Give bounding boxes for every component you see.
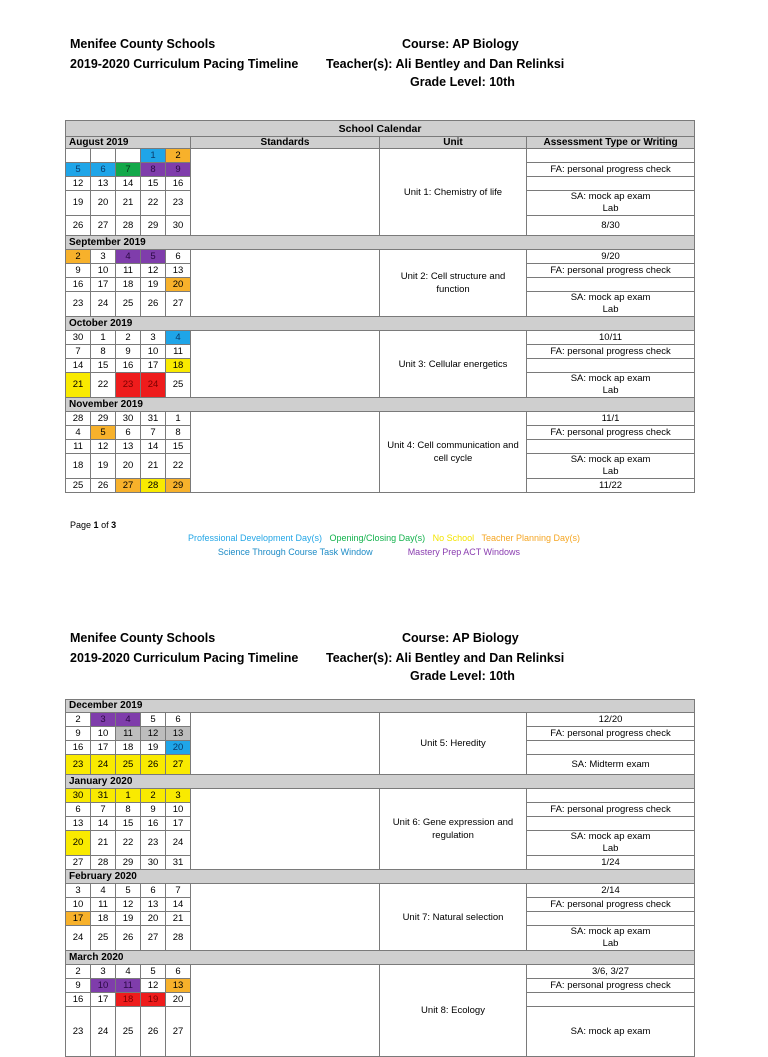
day-cell: 26 (141, 1007, 166, 1057)
day-cell: 12 (141, 727, 166, 741)
day-cell: 19 (91, 454, 116, 479)
day-cell: 18 (116, 278, 141, 292)
legend-line1 (0, 533, 768, 543)
assessment-cell (527, 993, 695, 1007)
assessment-cell: SA: mock ap exam Lab (527, 292, 695, 317)
day-cell: 26 (116, 926, 141, 951)
day-cell: 13 (116, 440, 141, 454)
day-cell: 5 (141, 965, 166, 979)
assessment-cell: SA: mock ap exam Lab (527, 926, 695, 951)
day-cell: 6 (66, 803, 91, 817)
day-cell: 23 (66, 755, 91, 775)
standards-cell (191, 789, 380, 870)
standards-cell (191, 965, 380, 1057)
assessment-cell (527, 359, 695, 373)
standards-cell (191, 149, 380, 236)
day-cell: 10 (66, 898, 91, 912)
column-header-assessment: Assessment Type or Writing (527, 137, 695, 149)
week-row (66, 789, 695, 803)
day-cell: 20 (166, 741, 191, 755)
day-cell: 11 (166, 345, 191, 359)
school-calendar-title: School Calendar (66, 121, 695, 137)
day-cell: 16 (166, 177, 191, 191)
day-cell: 3 (91, 965, 116, 979)
assessment-cell (527, 741, 695, 755)
day-cell: 2 (116, 331, 141, 345)
day-cell: 14 (91, 817, 116, 831)
grade-level-p2: Grade Level: 10th (410, 669, 515, 683)
week-row (66, 884, 695, 898)
day-cell: 12 (116, 898, 141, 912)
unit-cell: Unit 8: Ecology (380, 965, 527, 1057)
assessment-cell (527, 149, 695, 163)
day-cell: 2 (141, 789, 166, 803)
day-cell: 17 (141, 359, 166, 373)
standards-cell (191, 412, 380, 493)
day-cell: 22 (166, 454, 191, 479)
page-current: 1 (93, 520, 99, 530)
day-cell: 10 (141, 345, 166, 359)
assessment-cell: 1/24 (527, 856, 695, 870)
day-cell: 8 (91, 345, 116, 359)
day-cell: 29 (116, 856, 141, 870)
day-cell: 8 (141, 163, 166, 177)
week-row (66, 965, 695, 979)
day-cell: 27 (166, 755, 191, 775)
unit-cell: Unit 6: Gene expression and regulation (380, 789, 527, 870)
day-cell: 10 (91, 264, 116, 278)
day-cell: 24 (91, 755, 116, 775)
assessment-cell: FA: personal progress check (527, 727, 695, 741)
day-cell: 5 (116, 884, 141, 898)
month-label: February 2020 (66, 870, 695, 884)
assessment-cell: 2/14 (527, 884, 695, 898)
day-cell: 19 (66, 191, 91, 216)
day-cell: 3 (166, 789, 191, 803)
course-name: Course: AP Biology (402, 37, 519, 51)
day-cell: 10 (91, 727, 116, 741)
day-cell: 4 (66, 426, 91, 440)
day-cell: 13 (91, 177, 116, 191)
day-cell: 16 (116, 359, 141, 373)
day-cell: 2 (166, 149, 191, 163)
day-cell: 1 (116, 789, 141, 803)
month-row (66, 870, 695, 884)
assessment-cell: SA: mock ap exam Lab (527, 454, 695, 479)
day-cell: 22 (141, 191, 166, 216)
day-cell: 16 (66, 993, 91, 1007)
day-cell: 6 (166, 713, 191, 727)
timeline-title: 2019-2020 Curriculum Pacing Timeline (70, 57, 299, 71)
day-cell: 20 (116, 454, 141, 479)
month-row (66, 398, 695, 412)
unit-cell: Unit 2: Cell structure and function (380, 250, 527, 317)
unit-cell: Unit 7: Natural selection (380, 884, 527, 951)
day-cell: 9 (66, 727, 91, 741)
day-cell: 9 (66, 979, 91, 993)
day-cell: 17 (166, 817, 191, 831)
day-cell: 25 (91, 926, 116, 951)
assessment-cell: SA: mock ap exam Lab (527, 191, 695, 216)
timeline-title-p2: 2019-2020 Curriculum Pacing Timeline (70, 651, 299, 665)
day-cell: 30 (141, 856, 166, 870)
column-header-standards: Standards (191, 137, 380, 149)
day-cell: 27 (166, 292, 191, 317)
page1-header-line2 (70, 55, 565, 73)
day-cell: 21 (141, 454, 166, 479)
day-cell: 27 (141, 926, 166, 951)
assessment-cell: FA: personal progress check (527, 163, 695, 177)
assessment-cell: FA: personal progress check (527, 979, 695, 993)
day-cell: 20 (66, 831, 91, 856)
day-cell: 4 (116, 713, 141, 727)
day-cell: 26 (141, 755, 166, 775)
day-cell: 5 (91, 426, 116, 440)
unit-cell: Unit 3: Cellular energetics (380, 331, 527, 398)
assessment-cell: 9/20 (527, 250, 695, 264)
assessment-cell: 3/6, 3/27 (527, 965, 695, 979)
day-cell: 17 (66, 912, 91, 926)
day-cell: 23 (141, 831, 166, 856)
month-row (66, 775, 695, 789)
day-cell: 25 (116, 292, 141, 317)
day-cell: 4 (91, 884, 116, 898)
assessment-cell (527, 789, 695, 803)
page-of: of (101, 520, 109, 530)
day-cell: 21 (166, 912, 191, 926)
day-cell: 14 (66, 359, 91, 373)
assessment-cell: SA: mock ap exam Lab (527, 373, 695, 398)
assessment-cell (527, 177, 695, 191)
day-cell: 17 (91, 993, 116, 1007)
month-row (66, 137, 695, 149)
unit-cell: Unit 5: Heredity (380, 713, 527, 775)
day-cell: 11 (116, 727, 141, 741)
assessment-cell (527, 912, 695, 926)
day-cell: 26 (91, 479, 116, 493)
day-cell: 18 (116, 741, 141, 755)
legend-opening: Opening/Closing Day(s) (329, 533, 426, 543)
legend-science: Science Through Course Task Window (217, 547, 373, 557)
standards-cell (191, 713, 380, 775)
day-cell: 15 (141, 177, 166, 191)
day-cell: 31 (141, 412, 166, 426)
day-cell: 28 (141, 479, 166, 493)
day-cell: 31 (91, 789, 116, 803)
day-cell: 27 (116, 479, 141, 493)
day-cell: 21 (116, 191, 141, 216)
day-cell: 25 (116, 755, 141, 775)
assessment-cell (527, 817, 695, 831)
page-total: 3 (111, 520, 117, 530)
unit-cell: Unit 4: Cell communication and cell cycle (380, 412, 527, 493)
month-label: January 2020 (66, 775, 695, 789)
day-cell: 5 (141, 713, 166, 727)
day-cell: 22 (116, 831, 141, 856)
day-cell: 29 (141, 216, 166, 236)
course-name-p2: Course: AP Biology (402, 631, 519, 645)
assessment-cell: FA: personal progress check (527, 345, 695, 359)
day-cell: 25 (116, 1007, 141, 1057)
month-label: October 2019 (66, 317, 695, 331)
day-cell: 18 (116, 993, 141, 1007)
day-cell: 24 (91, 292, 116, 317)
day-cell: 14 (166, 898, 191, 912)
day-cell: 20 (166, 278, 191, 292)
assessment-cell (527, 440, 695, 454)
day-cell: 28 (91, 856, 116, 870)
day-cell: 7 (141, 426, 166, 440)
day-cell: 30 (166, 216, 191, 236)
day-cell: 13 (166, 727, 191, 741)
day-cell: 20 (91, 191, 116, 216)
pacing-table-page2 (65, 699, 695, 1057)
page2-header-line2 (70, 649, 565, 667)
month-label: August 2019 (66, 137, 191, 149)
day-cell: 24 (66, 926, 91, 951)
legend-line2 (0, 547, 753, 557)
legend-pd: Professional Development Day(s) (187, 533, 323, 543)
week-row (66, 412, 695, 426)
day-cell: 7 (66, 345, 91, 359)
day-cell: 30 (66, 789, 91, 803)
day-cell: 7 (166, 884, 191, 898)
assessment-cell: FA: personal progress check (527, 264, 695, 278)
day-cell: 27 (91, 216, 116, 236)
standards-cell (191, 331, 380, 398)
month-row (66, 700, 695, 713)
day-cell: 11 (116, 264, 141, 278)
day-cell: 12 (91, 440, 116, 454)
column-header-unit: Unit (380, 137, 527, 149)
day-cell: 24 (141, 373, 166, 398)
day-cell: 13 (166, 979, 191, 993)
day-cell: 13 (66, 817, 91, 831)
day-cell: 26 (66, 216, 91, 236)
day-cell: 11 (116, 979, 141, 993)
day-cell: 19 (141, 278, 166, 292)
day-cell: 23 (116, 373, 141, 398)
day-cell: 6 (166, 250, 191, 264)
day-cell: 11 (66, 440, 91, 454)
standards-cell (191, 250, 380, 317)
legend-noschool: No School (432, 533, 475, 543)
day-cell: 8 (116, 803, 141, 817)
day-cell: 6 (116, 426, 141, 440)
day-cell: 16 (141, 817, 166, 831)
day-cell: 16 (66, 278, 91, 292)
day-cell: 21 (91, 831, 116, 856)
day-cell: 19 (116, 912, 141, 926)
day-cell: 5 (66, 163, 91, 177)
day-cell: 4 (116, 250, 141, 264)
school-name-p2: Menifee County Schools (70, 631, 216, 645)
teacher-names: Teacher(s): Ali Bentley and Dan Relinksi (326, 57, 565, 71)
day-cell: 17 (91, 741, 116, 755)
month-label: December 2019 (66, 700, 695, 713)
legend-mastery: Mastery Prep ACT Windows (407, 547, 521, 557)
day-cell: 27 (66, 856, 91, 870)
standards-cell (191, 884, 380, 951)
page-number (70, 520, 116, 530)
day-cell: 1 (141, 149, 166, 163)
day-cell: 22 (91, 373, 116, 398)
week-row (66, 331, 695, 345)
day-cell: 18 (166, 359, 191, 373)
day-cell: 27 (166, 1007, 191, 1057)
day-cell: 9 (141, 803, 166, 817)
day-cell: 2 (66, 250, 91, 264)
assessment-cell (527, 278, 695, 292)
calendar-title-row (66, 121, 695, 137)
assessment-cell: SA: mock ap exam Lab (527, 831, 695, 856)
month-row (66, 317, 695, 331)
day-cell (116, 149, 141, 163)
day-cell (91, 149, 116, 163)
day-cell: 7 (91, 803, 116, 817)
week-row (66, 713, 695, 727)
month-label: September 2019 (66, 236, 695, 250)
day-cell: 2 (66, 965, 91, 979)
day-cell: 10 (166, 803, 191, 817)
day-cell: 13 (141, 898, 166, 912)
day-cell: 25 (66, 479, 91, 493)
unit-cell: Unit 1: Chemistry of life (380, 149, 527, 236)
day-cell: 18 (91, 912, 116, 926)
day-cell: 3 (91, 713, 116, 727)
day-cell: 12 (66, 177, 91, 191)
day-cell: 4 (116, 965, 141, 979)
month-label: November 2019 (66, 398, 695, 412)
day-cell: 14 (141, 440, 166, 454)
day-cell: 3 (66, 884, 91, 898)
day-cell: 31 (166, 856, 191, 870)
day-cell: 17 (91, 278, 116, 292)
page1-header-line1 (70, 35, 519, 53)
day-cell: 13 (166, 264, 191, 278)
page-label: Page (70, 520, 92, 530)
day-cell: 12 (141, 979, 166, 993)
day-cell: 5 (141, 250, 166, 264)
day-cell: 23 (166, 191, 191, 216)
assessment-cell: 8/30 (527, 216, 695, 236)
assessment-cell: 10/11 (527, 331, 695, 345)
day-cell: 19 (141, 741, 166, 755)
assessment-cell: SA: mock ap exam (527, 1007, 695, 1057)
assessment-cell: SA: Midterm exam (527, 755, 695, 775)
day-cell: 3 (141, 331, 166, 345)
day-cell: 20 (141, 912, 166, 926)
month-row (66, 951, 695, 965)
day-cell: 9 (66, 264, 91, 278)
month-label: March 2020 (66, 951, 695, 965)
day-cell: 25 (166, 373, 191, 398)
day-cell: 28 (66, 412, 91, 426)
assessment-cell: 11/1 (527, 412, 695, 426)
day-cell: 23 (66, 292, 91, 317)
day-cell: 15 (116, 817, 141, 831)
day-cell: 8 (166, 426, 191, 440)
day-cell: 18 (66, 454, 91, 479)
day-cell: 14 (116, 177, 141, 191)
teacher-names-p2: Teacher(s): Ali Bentley and Dan Relinksi (326, 651, 565, 665)
day-cell: 21 (66, 373, 91, 398)
day-cell: 20 (166, 993, 191, 1007)
day-cell: 6 (166, 965, 191, 979)
day-cell: 30 (116, 412, 141, 426)
day-cell: 24 (166, 831, 191, 856)
day-cell: 15 (91, 359, 116, 373)
day-cell: 6 (141, 884, 166, 898)
day-cell: 24 (91, 1007, 116, 1057)
day-cell: 26 (141, 292, 166, 317)
day-cell: 23 (66, 1007, 91, 1057)
day-cell: 30 (66, 331, 91, 345)
day-cell: 7 (116, 163, 141, 177)
day-cell: 12 (141, 264, 166, 278)
page2-header-line1 (70, 629, 519, 647)
assessment-cell: FA: personal progress check (527, 803, 695, 817)
day-cell: 10 (91, 979, 116, 993)
day-cell: 9 (116, 345, 141, 359)
day-cell: 11 (91, 898, 116, 912)
day-cell: 2 (66, 713, 91, 727)
day-cell: 16 (66, 741, 91, 755)
assessment-cell: FA: personal progress check (527, 898, 695, 912)
week-row (66, 149, 695, 163)
assessment-cell: FA: personal progress check (527, 426, 695, 440)
grade-level: Grade Level: 10th (410, 75, 515, 89)
day-cell: 6 (91, 163, 116, 177)
day-cell: 9 (166, 163, 191, 177)
legend-planning: Teacher Planning Day(s) (481, 533, 581, 543)
day-cell: 29 (91, 412, 116, 426)
assessment-cell: 11/22 (527, 479, 695, 493)
pacing-table-page1 (65, 120, 695, 493)
day-cell: 29 (166, 479, 191, 493)
day-cell (66, 149, 91, 163)
day-cell: 4 (166, 331, 191, 345)
day-cell: 15 (166, 440, 191, 454)
day-cell: 19 (141, 993, 166, 1007)
day-cell: 1 (91, 331, 116, 345)
assessment-cell: 12/20 (527, 713, 695, 727)
day-cell: 28 (116, 216, 141, 236)
day-cell: 28 (166, 926, 191, 951)
day-cell: 3 (91, 250, 116, 264)
month-row (66, 236, 695, 250)
day-cell: 1 (166, 412, 191, 426)
school-name: Menifee County Schools (70, 37, 216, 51)
week-row (66, 250, 695, 264)
